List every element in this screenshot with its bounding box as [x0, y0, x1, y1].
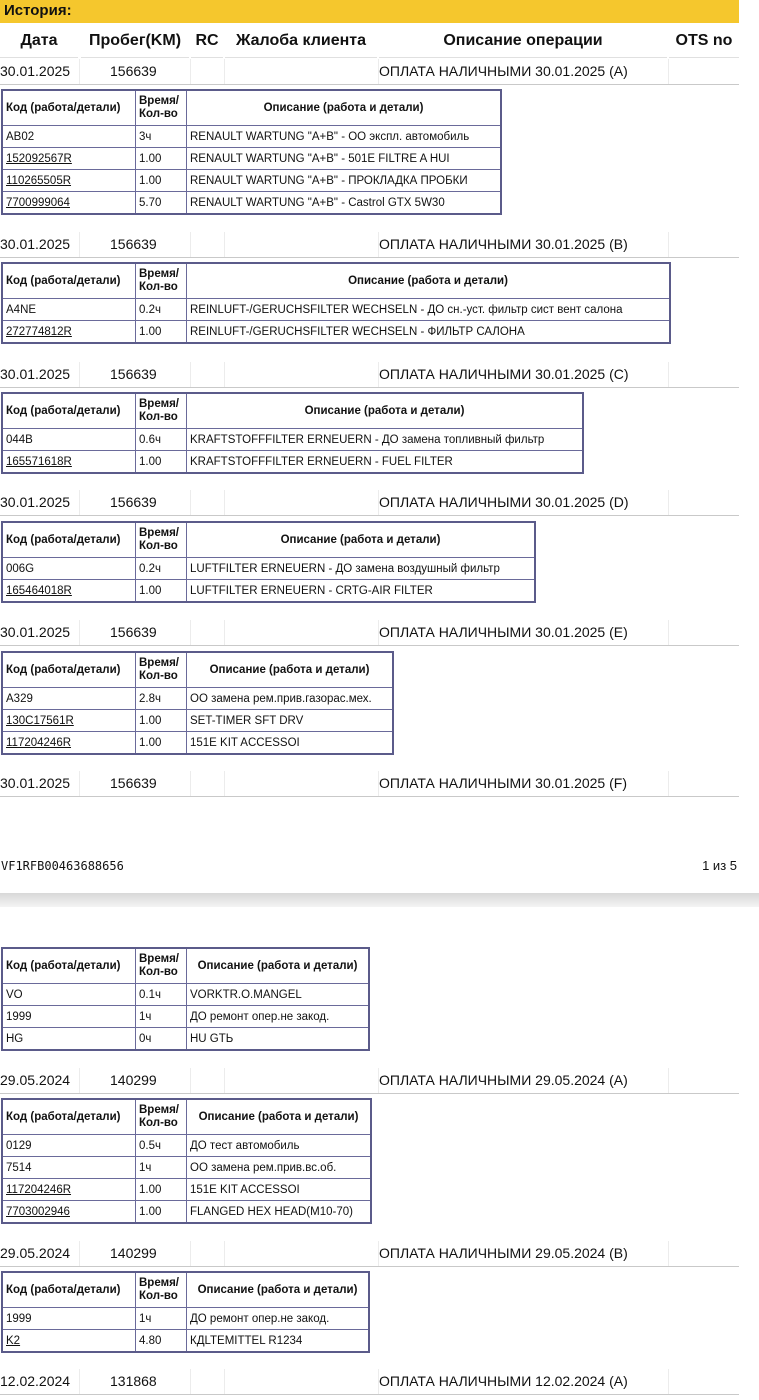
details-row [2, 148, 501, 170]
header-code: Код (работа/детали) [2, 90, 136, 126]
header-qty: Кол-во [139, 540, 178, 552]
record-row [0, 232, 739, 258]
details-row [2, 710, 393, 732]
header-time: Время/ [139, 953, 179, 965]
header-qty: Кол-во [139, 411, 178, 423]
item-description: ДО ремонт опер.не закод. [187, 1308, 370, 1330]
details-table [1, 392, 584, 474]
work-code: AB02 [2, 126, 136, 148]
part-code-link[interactable]: 7703002946 [2, 1201, 136, 1224]
item-description: VORKTR.O.MANGEL [187, 984, 370, 1006]
details-header-row [2, 948, 369, 984]
details-row [2, 192, 501, 215]
header-code: Код (работа/детали) [2, 1099, 136, 1135]
item-description: ОО замена рем.прив.газорас.мех. [187, 688, 394, 710]
record-row [0, 771, 739, 797]
header-description: Описание (работа и детали) [187, 522, 536, 558]
page-2 [0, 907, 759, 1400]
time-qty: 0.6ч [136, 429, 187, 451]
details-row [2, 1330, 369, 1353]
work-code: HG [2, 1028, 136, 1051]
item-description: LUFTFILTER ERNEUERN - ДО замена воздушный фильтр [187, 558, 536, 580]
part-code-link[interactable]: 130C17561R [2, 710, 136, 732]
part-code-link[interactable]: 7700999064 [2, 192, 136, 215]
details-header-row [2, 652, 393, 688]
work-code: 1999 [2, 1006, 136, 1028]
record-operation: ОПЛАТА НАЛИЧНЫМИ 30.01.2025 (F) [379, 775, 627, 791]
record-operation: ОПЛАТА НАЛИЧНЫМИ 30.01.2025 (C) [379, 366, 629, 382]
header-time-qty [136, 1272, 187, 1308]
part-code-link[interactable]: 110265505R [2, 170, 136, 192]
details-header-row [2, 263, 670, 299]
details-table [1, 651, 394, 755]
record-mileage: 156639 [110, 366, 157, 382]
header-code: Код (работа/детали) [2, 393, 136, 429]
time-qty: 0.5ч [136, 1135, 187, 1157]
record-mileage: 156639 [110, 624, 157, 640]
item-description: REINLUFT-/GERUCHSFILTER WECHSELN - ФИЛЬТР САЛОНА [187, 321, 671, 344]
part-code-link[interactable]: 117204246R [2, 1179, 136, 1201]
work-code: A4NE [2, 299, 136, 321]
header-qty: Кол-во [139, 1290, 178, 1302]
time-qty: 1.00 [136, 710, 187, 732]
time-qty: 1.00 [136, 1179, 187, 1201]
column-rc: RC [191, 27, 223, 58]
details-header-row [2, 1099, 371, 1135]
record-operation: ОПЛАТА НАЛИЧНЫМИ 30.01.2025 (E) [379, 624, 628, 640]
footer-vin: VF1RFB00463688656 [1, 859, 124, 873]
record-operation: ОПЛАТА НАЛИЧНЫМИ 30.01.2025 (B) [379, 236, 628, 252]
footer-page-number: 1 из 5 [702, 858, 737, 873]
record-date: 30.01.2025 [0, 236, 71, 252]
header-time: Время/ [139, 268, 179, 280]
item-description: ОО замена рем.прив.вс.об. [187, 1157, 372, 1179]
record-operation: ОПЛАТА НАЛИЧНЫМИ 30.01.2025 (D) [379, 494, 629, 510]
item-description: ДО ремонт опер.не закод. [187, 1006, 370, 1028]
record-date: 29.05.2024 [0, 1245, 71, 1261]
details-table [1, 1271, 370, 1353]
part-code-link[interactable]: 152092567R [2, 148, 136, 170]
record-mileage: 140299 [110, 1245, 157, 1261]
details-header-row [2, 1272, 369, 1308]
header-time-qty [136, 652, 187, 688]
record-row [0, 1068, 739, 1094]
time-qty: 1.00 [136, 321, 187, 344]
work-code: 044B [2, 429, 136, 451]
column-complaint: Жалоба клиента [225, 27, 377, 58]
item-description: 151E KIT ACCESSOI [187, 1179, 372, 1201]
details-row [2, 451, 583, 474]
details-row [2, 732, 393, 755]
time-qty: 0ч [136, 1028, 187, 1051]
header-code: Код (работа/детали) [2, 1272, 136, 1308]
header-time-qty [136, 1099, 187, 1135]
details-row [2, 580, 535, 603]
history-title: История: [0, 0, 739, 23]
record-row [0, 59, 739, 85]
item-description: RENAULT WARTUNG "A+B" - Castrol GTX 5W30 [187, 192, 502, 215]
details-row [2, 1028, 369, 1051]
details-row [2, 1006, 369, 1028]
time-qty: 1.00 [136, 1201, 187, 1224]
record-mileage: 156639 [110, 236, 157, 252]
header-time-qty [136, 948, 187, 984]
record-date: 30.01.2025 [0, 63, 71, 79]
details-row [2, 558, 535, 580]
header-code: Код (работа/детали) [2, 522, 136, 558]
details-row [2, 321, 670, 344]
details-row [2, 429, 583, 451]
details-header-row [2, 90, 501, 126]
record-row [0, 362, 739, 388]
details-table [1, 947, 370, 1051]
item-description: ДО тест автомобиль [187, 1135, 372, 1157]
header-time-qty [136, 263, 187, 299]
header-time-qty [136, 90, 187, 126]
record-row [0, 490, 739, 516]
header-description: Описание (работа и детали) [187, 393, 584, 429]
item-description: LUFTFILTER ERNEUERN - CRTG-AIR FILTER [187, 580, 536, 603]
header-description: Описание (работа и детали) [187, 1272, 370, 1308]
time-qty: 1.00 [136, 148, 187, 170]
header-time: Время/ [139, 398, 179, 410]
item-description: SET-TIMER SFT DRV [187, 710, 394, 732]
item-description: RENAULT WARTUNG "A+B" - ОО экспл. автомобиль [187, 126, 502, 148]
record-date: 12.02.2024 [0, 1373, 71, 1389]
header-code: Код (работа/детали) [2, 948, 136, 984]
time-qty: 5.70 [136, 192, 187, 215]
header-qty: Кол-во [139, 670, 178, 682]
time-qty: 0.2ч [136, 299, 187, 321]
column-mileage: Пробег(KM) [81, 27, 189, 58]
record-mileage: 156639 [110, 775, 157, 791]
part-code-link[interactable]: K2 [2, 1330, 136, 1353]
item-description: RENAULT WARTUNG "A+B" - ПРОКЛАДКА ПРОБКИ [187, 170, 502, 192]
time-qty: 3ч [136, 126, 187, 148]
record-mileage: 140299 [110, 1072, 157, 1088]
details-row [2, 1201, 371, 1224]
record-date: 30.01.2025 [0, 624, 71, 640]
column-operation: Описание операции [379, 27, 667, 58]
time-qty: 1ч [136, 1006, 187, 1028]
item-description: RENAULT WARTUNG "A+B" - 501E FILTRE A HUI [187, 148, 502, 170]
record-date: 30.01.2025 [0, 366, 71, 382]
details-row [2, 1308, 369, 1330]
header-time: Время/ [139, 1104, 179, 1116]
item-description: KRAFTSTOFFFILTER ERNEUERN - FUEL FILTER [187, 451, 584, 474]
details-row [2, 170, 501, 192]
work-code: A329 [2, 688, 136, 710]
header-code: Код (работа/детали) [2, 263, 136, 299]
record-operation: ОПЛАТА НАЛИЧНЫМИ 12.02.2024 (A) [379, 1373, 628, 1389]
time-qty: 1ч [136, 1308, 187, 1330]
part-code-link[interactable]: 272774812R [2, 321, 136, 344]
details-row [2, 1179, 371, 1201]
record-mileage: 156639 [110, 63, 157, 79]
time-qty: 1.00 [136, 451, 187, 474]
part-code-link[interactable]: 117204246R [2, 732, 136, 755]
header-qty: Кол-во [139, 1117, 178, 1129]
details-row [2, 688, 393, 710]
item-description: REINLUFT-/GERUCHSFILTER WECHSELN - ДО сн.-уст. фильтр сист вент салона [187, 299, 671, 321]
item-description: KRAFTSTOFFFILTER ERNEUERN - ДО замена топливный фильтр [187, 429, 584, 451]
header-description: Описание (работа и детали) [187, 263, 671, 299]
record-date: 30.01.2025 [0, 494, 71, 510]
work-code: 7514 [2, 1157, 136, 1179]
time-qty: 0.1ч [136, 984, 187, 1006]
details-table [1, 89, 502, 215]
time-qty: 0.2ч [136, 558, 187, 580]
record-operation: ОПЛАТА НАЛИЧНЫМИ 30.01.2025 (A) [379, 63, 628, 79]
header-time: Время/ [139, 657, 179, 669]
header-code: Код (работа/детали) [2, 652, 136, 688]
work-code: VO [2, 984, 136, 1006]
details-table [1, 521, 536, 603]
details-row [2, 984, 369, 1006]
header-description: Описание (работа и детали) [187, 652, 394, 688]
header-description: Описание (работа и детали) [187, 90, 502, 126]
header-time: Время/ [139, 95, 179, 107]
record-row [0, 1241, 739, 1267]
details-table [1, 1098, 372, 1224]
record-date: 30.01.2025 [0, 775, 71, 791]
record-row [0, 620, 739, 646]
header-time-qty [136, 393, 187, 429]
header-time-qty [136, 522, 187, 558]
item-description: FLANGED HEX HEAD(M10-70) [187, 1201, 372, 1224]
details-row [2, 299, 670, 321]
header-description: Описание (работа и детали) [187, 948, 370, 984]
item-description: HU GTЬ [187, 1028, 370, 1051]
header-time: Время/ [139, 1277, 179, 1289]
record-operation: ОПЛАТА НАЛИЧНЫМИ 29.05.2024 (B) [379, 1245, 628, 1261]
part-code-link[interactable]: 165464018R [2, 580, 136, 603]
item-description: 151E KIT ACCESSOI [187, 732, 394, 755]
work-code: 0129 [2, 1135, 136, 1157]
time-qty: 2.8ч [136, 688, 187, 710]
header-description: Описание (работа и детали) [187, 1099, 372, 1135]
details-row [2, 126, 501, 148]
record-mileage: 156639 [110, 494, 157, 510]
details-header-row [2, 522, 535, 558]
details-row [2, 1157, 371, 1179]
time-qty: 4.80 [136, 1330, 187, 1353]
header-qty: Кол-во [139, 281, 178, 293]
column-date: Дата [0, 27, 78, 58]
part-code-link[interactable]: 165571618R [2, 451, 136, 474]
record-operation: ОПЛАТА НАЛИЧНЫМИ 29.05.2024 (A) [379, 1072, 628, 1088]
time-qty: 1.00 [136, 580, 187, 603]
page-separator [0, 893, 759, 907]
work-code: 1999 [2, 1308, 136, 1330]
details-table [1, 262, 671, 344]
time-qty: 1.00 [136, 732, 187, 755]
header-time: Время/ [139, 527, 179, 539]
details-header-row [2, 393, 583, 429]
record-row [0, 1369, 739, 1395]
header-qty: Кол-во [139, 108, 178, 120]
work-code: 006G [2, 558, 136, 580]
header-qty: Кол-во [139, 966, 178, 978]
time-qty: 1.00 [136, 170, 187, 192]
time-qty: 1ч [136, 1157, 187, 1179]
item-description: КДLTEMITTEL R1234 [187, 1330, 370, 1353]
column-ots: OTS no [669, 27, 739, 58]
record-mileage: 131868 [110, 1373, 157, 1389]
details-row [2, 1135, 371, 1157]
record-date: 29.05.2024 [0, 1072, 71, 1088]
